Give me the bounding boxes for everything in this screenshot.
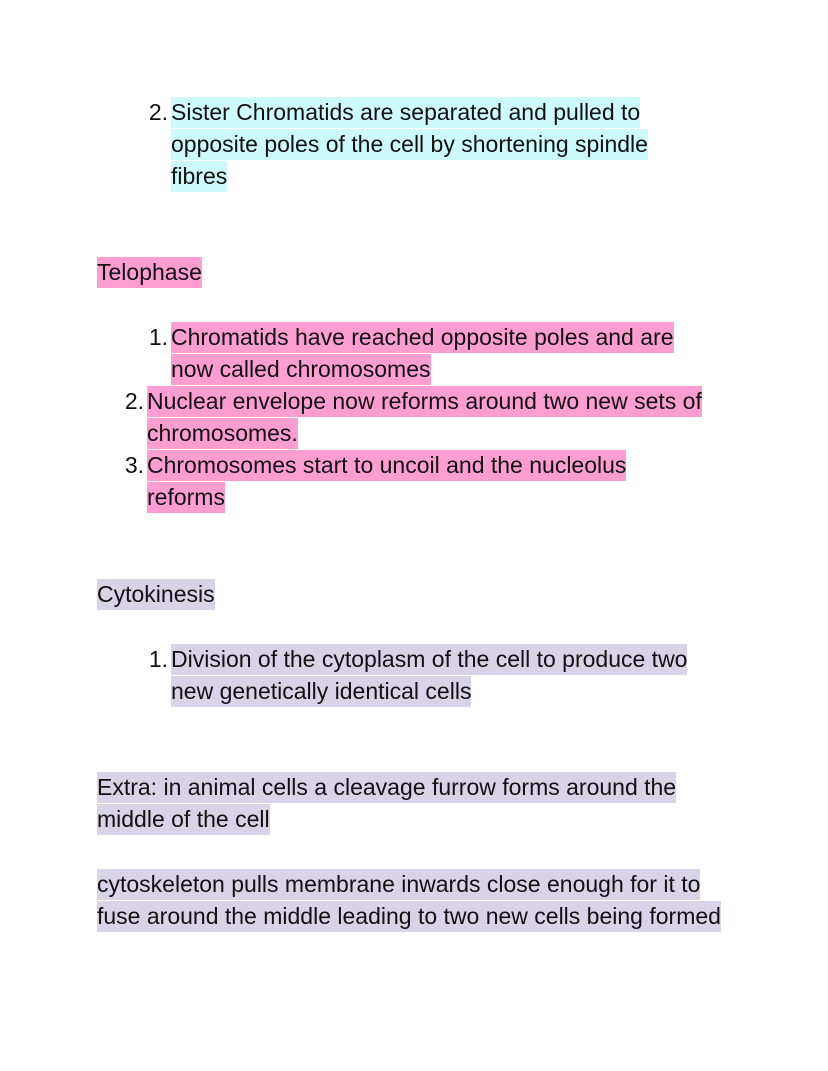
list-item-text (147, 385, 717, 449)
list-number: 1. (148, 324, 168, 350)
list-item-text (171, 321, 716, 385)
highlighted-text: cytoskeleton pulls membrane inwards close enough for it to fuse around the middle leading to two new cells being formed (97, 869, 721, 932)
anaphase-list-item-2 (0, 96, 828, 192)
highlighted-text: Sister Chromatids are separated and pulled to opposite poles of the cell by shortening spindle fibres (171, 97, 648, 192)
list-item-text (147, 449, 677, 513)
list-number: 2. (124, 388, 144, 414)
list-number: 1. (148, 646, 168, 672)
highlighted-text: Extra: in animal cells a cleavage furrow forms around the middle of the cell (97, 772, 676, 835)
highlighted-text: Nuclear envelope now reforms around two new sets of chromosomes. (147, 386, 702, 449)
highlighted-text: Cytokinesis (97, 579, 215, 610)
highlighted-text: Telophase (97, 257, 202, 288)
heading-telophase (97, 256, 202, 288)
cytokinesis-list-item-1 (0, 643, 828, 707)
list-item-text (171, 643, 731, 707)
list-item-text (171, 96, 691, 192)
highlighted-text: Chromatids have reached opposite poles and are now called chromosomes (171, 322, 674, 385)
highlighted-text: Chromosomes start to uncoil and the nucleolus reforms (147, 450, 626, 513)
heading-cytokinesis (97, 578, 215, 610)
telophase-list-item-3 (0, 449, 828, 513)
telophase-list-item-1 (0, 321, 828, 385)
paragraph-extra (97, 771, 722, 835)
paragraph-cytoskeleton (97, 868, 722, 932)
highlighted-text: Division of the cytoplasm of the cell to produce two new genetically identical cells (171, 644, 687, 707)
list-number: 3. (124, 452, 144, 478)
list-number: 2. (148, 99, 168, 125)
telophase-list-item-2 (0, 385, 828, 449)
